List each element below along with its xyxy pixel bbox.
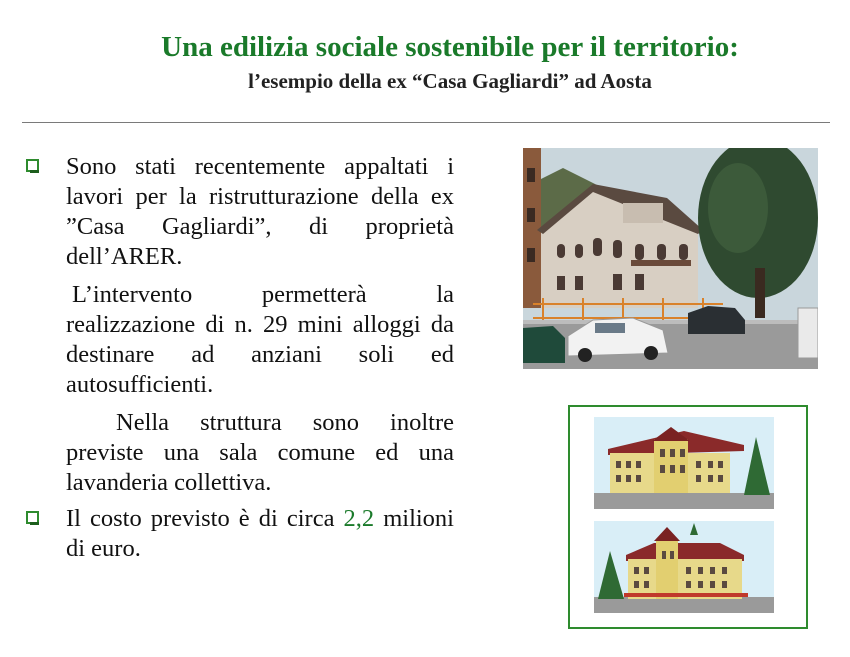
paragraph-2-text: L’intervento permetterà la realizzazione di n. 29 mini alloggi da destinare ad anziani soli ed autosufficienti. — [66, 281, 454, 398]
slide-subtitle: l’esempio della ex “Casa Gagliardi” ad Aosta — [248, 69, 652, 93]
checkbox-bullet-icon — [26, 159, 39, 172]
slide-title: Una edilizia sociale sostenibile per il territorio: — [161, 31, 739, 63]
paragraph-3 — [22, 408, 454, 498]
title-divider — [22, 122, 830, 123]
building-photo-image — [523, 148, 818, 369]
bullet-item-2 — [22, 504, 454, 564]
cost-value: 2,2 — [343, 505, 375, 532]
elevation-drawing-1 — [594, 417, 774, 509]
paragraph-3-text: Nella struttura sono inoltre previste una sala comune ed una lavanderia collettiva. — [66, 409, 454, 496]
bullet-item-1 — [22, 152, 454, 272]
body-text — [22, 152, 454, 564]
bullet-1-text: Sono stati recentemente appaltati i lavori per la ristrutturazione della ex ”Casa Gagliardi”, di proprietà dell’ARER. — [66, 153, 454, 270]
bullet-2-suffix: milioni di euro. — [66, 505, 454, 562]
paragraph-2 — [22, 280, 454, 400]
elevation-drawing-2 — [594, 521, 774, 613]
elevation-drawings-frame — [568, 405, 808, 629]
checkbox-bullet-icon — [26, 511, 39, 524]
bullet-2-prefix: Il costo previsto è di circa — [66, 505, 335, 532]
building-photo — [523, 148, 818, 369]
